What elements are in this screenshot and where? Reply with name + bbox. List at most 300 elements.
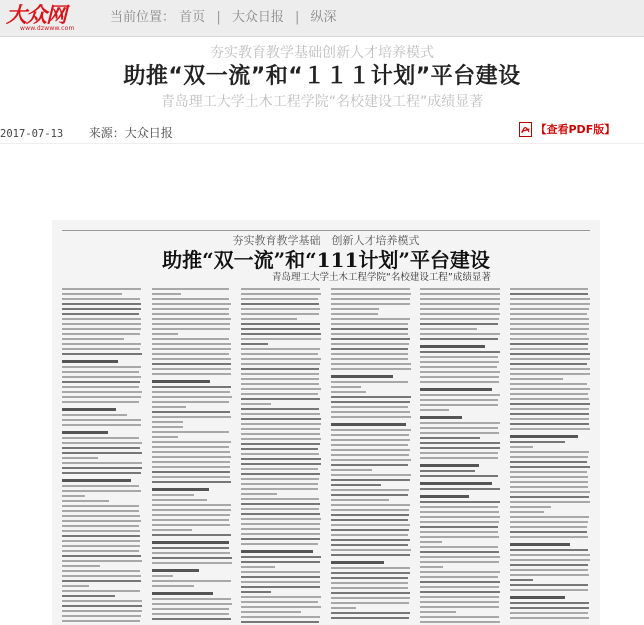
scan-text-line	[241, 323, 320, 325]
scan-text-line	[331, 381, 408, 383]
scan-text-line	[241, 581, 319, 583]
scan-text-line	[62, 419, 141, 421]
scan-text-line	[331, 338, 410, 340]
scan-text-line	[152, 421, 183, 423]
scan-text-line	[241, 576, 320, 578]
scan-text-line	[420, 551, 499, 553]
scan-text-line	[62, 442, 142, 444]
scan-text-line	[420, 356, 498, 358]
scan-text-line	[420, 447, 499, 449]
scan-text-line	[62, 600, 142, 602]
scan-text-line	[62, 386, 139, 388]
scan-text-line	[331, 386, 361, 388]
scan-text-line	[420, 571, 499, 573]
scan-text-line	[241, 428, 320, 430]
scan-text-line	[241, 313, 319, 315]
scan-text-line	[331, 474, 411, 476]
scan-text-line	[510, 481, 588, 483]
scan-text-line	[331, 323, 408, 325]
view-pdf-link[interactable]	[519, 121, 615, 137]
scan-text-line	[331, 464, 409, 466]
scan-text-line	[510, 471, 587, 473]
scan-text-line	[420, 531, 497, 533]
scan-text-line	[510, 333, 587, 335]
scan-text-line	[62, 550, 139, 552]
scan-text-line	[510, 486, 588, 488]
scan-column	[420, 288, 500, 625]
scan-text-line	[510, 288, 588, 290]
scan-text-line	[510, 521, 588, 523]
scan-text-line	[152, 373, 232, 375]
scan-text-line	[241, 591, 271, 593]
scan-text-line	[62, 525, 139, 527]
article-title: 助推“双一流”和“１１１计划”平台建设	[123, 64, 521, 89]
scan-text-line	[152, 598, 231, 600]
scan-text-line	[152, 519, 230, 521]
scan-text-line	[62, 515, 140, 517]
scan-column	[510, 288, 590, 625]
scan-text-line	[420, 308, 498, 310]
scan-text-line	[241, 373, 318, 375]
divider	[0, 143, 644, 144]
scan-text-line	[510, 531, 587, 533]
scan-text-line	[241, 533, 320, 535]
scan-text-line	[331, 459, 411, 461]
scan-text-line	[241, 538, 320, 540]
scan-text-line	[152, 471, 230, 473]
scan-text-line	[510, 536, 588, 538]
scan-text-line	[420, 596, 499, 598]
scan-text-line	[331, 612, 411, 614]
scan-text-line	[510, 323, 589, 325]
scan-text-line	[241, 453, 318, 455]
scan-text-line	[62, 490, 141, 492]
scan-text-line	[510, 368, 590, 370]
scan-text-line	[331, 363, 411, 365]
scan-top-rule	[62, 230, 590, 231]
scan-text-line	[420, 561, 498, 563]
logo-url: www.dzwww.com	[20, 25, 75, 32]
scan-text-line	[152, 343, 232, 345]
scan-text-line	[62, 328, 141, 330]
breadcrumb-home-link[interactable]: 首页	[179, 10, 206, 25]
scan-text-line	[241, 468, 318, 470]
scan-text-line	[331, 328, 408, 330]
scan-text-line	[420, 591, 500, 593]
scan-text-line	[510, 418, 589, 420]
scan-text-line	[241, 348, 319, 350]
scan-text-line	[241, 488, 318, 490]
article-subtitle: 青岛理工大学土木工程学院“名校建设工程”成绩显著	[160, 94, 484, 110]
scan-text-line	[62, 381, 140, 383]
scan-text-line	[152, 363, 231, 365]
scan-text-line	[510, 348, 588, 350]
site-header	[0, 0, 644, 37]
scan-text-line	[152, 466, 231, 468]
scan-text-line	[510, 398, 589, 400]
scan-text-line	[152, 323, 231, 325]
scan-text-line	[152, 529, 192, 531]
scan-text-line	[331, 391, 366, 393]
scan-text-line	[331, 353, 408, 355]
scan-text-line	[62, 298, 140, 300]
scan-text-line	[331, 499, 389, 501]
scan-text-line	[420, 541, 441, 543]
scan-text-line	[510, 612, 588, 614]
scan-text-line	[152, 386, 232, 388]
scan-column-heading	[510, 596, 565, 599]
scan-text-line	[420, 371, 500, 373]
scan-text-line	[241, 338, 321, 340]
scan-text-line	[420, 333, 499, 335]
scan-text-line	[152, 476, 231, 478]
scan-text-line	[152, 552, 231, 554]
scan-text-line	[152, 456, 231, 458]
scan-text-line	[62, 580, 141, 582]
pdf-icon	[519, 122, 532, 137]
scan-text-line	[331, 293, 411, 295]
scan-text-line	[331, 434, 409, 436]
scan-text-line	[420, 427, 498, 429]
scan-text-line	[420, 526, 498, 528]
scan-text-line	[152, 431, 229, 433]
scan-text-line	[62, 505, 139, 507]
scan-column-heading	[510, 543, 570, 546]
scan-text-line	[62, 510, 139, 512]
scan-text-line	[420, 606, 499, 608]
scan-text-line	[62, 530, 140, 532]
scan-text-line	[152, 303, 232, 305]
scan-text-line	[62, 343, 141, 345]
scan-text-line	[241, 423, 321, 425]
scan-text-line	[241, 298, 318, 300]
scan-text-line	[241, 513, 319, 515]
scan-text-line	[241, 408, 318, 410]
scan-text-line	[62, 371, 139, 373]
scan-text-line	[62, 318, 141, 320]
scan-text-line	[62, 500, 109, 502]
scan-text-line	[420, 313, 500, 315]
scan-text-line	[62, 437, 139, 439]
scan-text-line	[331, 333, 409, 335]
scan-text-line	[331, 484, 382, 486]
scan-text-line	[152, 426, 184, 428]
newspaper-scan-image	[52, 220, 600, 625]
scan-text-line	[510, 303, 590, 305]
scan-text-line	[331, 509, 409, 511]
scan-text-line	[62, 353, 142, 355]
scan-text-line	[510, 602, 589, 604]
scan-text-line	[420, 521, 499, 523]
logo-text: 大众网	[6, 2, 66, 27]
scan-text-columns	[62, 288, 590, 625]
scan-text-line	[510, 559, 590, 561]
scan-text-line	[420, 566, 443, 568]
scan-text-line	[331, 469, 372, 471]
scan-text-line	[62, 545, 140, 547]
scan-column-heading	[152, 541, 229, 544]
scan-text-line	[241, 473, 320, 475]
scan-text-line	[510, 358, 590, 360]
scan-text-line	[152, 298, 229, 300]
scan-column-heading	[62, 408, 116, 411]
scan-text-line	[331, 504, 410, 506]
scan-text-line	[331, 343, 409, 345]
scan-text-line	[62, 348, 140, 350]
scan-text-line	[420, 351, 499, 353]
scan-text-line	[241, 413, 319, 415]
scan-text-line	[331, 406, 408, 408]
scan-text-line	[241, 483, 318, 485]
scan-text-line	[241, 328, 320, 330]
scan-text-line	[420, 323, 498, 325]
scan-text-line	[152, 481, 231, 483]
scan-text-line	[152, 524, 230, 526]
scan-text-line	[62, 560, 142, 562]
scan-text-line	[331, 582, 408, 584]
scan-column	[62, 288, 142, 625]
scan-text-line	[241, 448, 318, 450]
scan-text-line	[152, 401, 230, 403]
scan-text-line	[510, 456, 588, 458]
scan-text-line	[152, 608, 230, 610]
scan-text-line	[241, 586, 320, 588]
scan-text-line	[331, 416, 411, 418]
scan-text-line	[331, 592, 410, 594]
scan-text-line	[241, 463, 321, 465]
scan-text-line	[62, 462, 142, 464]
scan-column	[241, 288, 321, 625]
scan-text-line	[62, 288, 141, 290]
scan-text-line	[62, 338, 124, 340]
scan-text-line	[331, 617, 409, 619]
scan-text-line	[62, 452, 142, 454]
scan-text-line	[510, 461, 587, 463]
breadcrumb-separator: |	[216, 10, 221, 25]
breadcrumb-prefix: 当前位置：	[110, 10, 176, 25]
scan-text-line	[152, 313, 230, 315]
scan-text-line	[510, 393, 588, 395]
scan-text-line	[420, 376, 499, 378]
scan-text-line	[420, 318, 498, 320]
scan-text-line	[420, 394, 500, 396]
scan-text-line	[62, 447, 140, 449]
article-date: 2017-07-13	[0, 128, 64, 140]
scan-text-line	[510, 564, 588, 566]
scan-text-line	[241, 503, 320, 505]
article-source: 大众日报	[124, 126, 173, 140]
scan-text-line	[62, 472, 141, 474]
scan-text-line	[241, 611, 301, 613]
scan-column-heading	[420, 416, 461, 419]
scan-text-line	[510, 403, 590, 405]
scan-text-line	[331, 288, 410, 290]
scan-text-line	[420, 611, 456, 613]
scan-text-line	[420, 475, 497, 477]
scan-text-line	[331, 348, 408, 350]
scan-text-line	[152, 338, 229, 340]
scan-text-line	[152, 603, 232, 605]
scan-text-line	[241, 288, 320, 290]
scan-text-line	[420, 409, 449, 411]
scan-title: 助推“双一流”和“111计划”平台建设	[162, 248, 490, 272]
scan-text-line	[152, 547, 229, 549]
scan-text-line	[331, 449, 410, 451]
pdf-open-bracket: 【	[535, 123, 547, 136]
scan-text-line	[510, 313, 587, 315]
scan-text-line	[510, 584, 588, 586]
scan-text-line	[510, 476, 588, 478]
scan-text-line	[510, 428, 590, 430]
scan-text-line	[510, 501, 590, 503]
scan-column	[152, 288, 232, 625]
scan-text-line	[241, 303, 319, 305]
scan-column-heading	[241, 550, 313, 553]
scan-text-line	[331, 358, 409, 360]
scan-text-line	[331, 577, 408, 579]
scan-column-heading	[152, 569, 199, 572]
scan-text-line	[152, 451, 230, 453]
scan-text-line	[331, 587, 409, 589]
scan-text-line	[420, 293, 500, 295]
breadcrumb	[110, 10, 337, 26]
scan-text-line	[420, 536, 499, 538]
article-source-label: 来源：	[88, 126, 125, 140]
scan-text-line	[510, 526, 587, 528]
scan-text-line	[331, 411, 410, 413]
scan-column-heading	[331, 375, 393, 378]
scan-text-line	[331, 607, 356, 609]
scan-text-line	[331, 597, 410, 599]
scan-text-line	[331, 454, 409, 456]
scan-text-line	[331, 554, 410, 556]
scan-text-line	[331, 519, 409, 521]
scan-text-line	[241, 543, 318, 545]
scan-text-line	[420, 506, 497, 508]
scan-text-line	[62, 590, 140, 592]
scan-text-line	[152, 441, 231, 443]
scan-text-line	[62, 467, 142, 469]
scan-column-heading	[62, 360, 118, 363]
scan-text-line	[510, 408, 589, 410]
scan-text-line	[510, 353, 590, 355]
scan-text-line	[510, 549, 588, 551]
scan-text-line	[420, 298, 499, 300]
scan-text-line	[331, 567, 410, 569]
scan-text-line	[331, 529, 409, 531]
scan-text-line	[510, 383, 587, 385]
breadcrumb-zongshen-link[interactable]: 纵深	[310, 10, 337, 25]
scan-text-line	[241, 606, 321, 608]
scan-text-line	[420, 366, 497, 368]
scan-text-line	[420, 616, 498, 618]
scan-text-line	[420, 381, 499, 383]
scan-text-line	[510, 617, 589, 619]
scan-text-line	[241, 528, 320, 530]
breadcrumb-dazhong-link[interactable]: 大众日报	[231, 10, 284, 25]
scan-column-heading	[420, 388, 492, 391]
scan-text-line	[241, 518, 320, 520]
scan-column-heading	[331, 423, 407, 426]
scan-text-line	[62, 605, 142, 607]
scan-text-line	[331, 298, 411, 300]
scan-text-line	[62, 520, 141, 522]
scan-text-line	[241, 368, 319, 370]
scan-text-line	[510, 466, 590, 468]
scan-text-line	[420, 457, 498, 459]
scan-text-line	[420, 516, 499, 518]
scan-text-line	[331, 318, 411, 320]
scan-text-line	[152, 288, 229, 290]
scan-text-line	[62, 323, 141, 325]
scan-text-line	[420, 511, 499, 513]
scan-text-line	[241, 566, 275, 568]
scan-text-line	[241, 383, 318, 385]
scan-text-line	[510, 343, 588, 345]
scan-text-line	[152, 461, 231, 463]
scan-text-line	[331, 539, 410, 541]
scan-text-line	[62, 424, 141, 426]
scan-text-line	[152, 534, 231, 536]
scan-text-line	[510, 506, 551, 508]
scan-text-line	[510, 511, 544, 513]
scan-text-line	[241, 308, 320, 310]
article-header	[0, 44, 644, 112]
scan-text-line	[241, 358, 321, 360]
scan-text-line	[241, 498, 319, 500]
scan-text-line	[241, 458, 321, 460]
scan-text-line	[241, 333, 320, 335]
scan-text-line	[510, 363, 587, 365]
scan-text-line	[152, 494, 194, 496]
scan-text-line	[420, 621, 500, 623]
scan-text-line	[62, 535, 140, 537]
scan-text-line	[510, 373, 590, 375]
scan-text-line	[62, 293, 122, 295]
site-logo[interactable]	[6, 4, 96, 32]
scan-text-line	[510, 589, 588, 591]
scan-text-line	[420, 422, 499, 424]
scan-text-line	[420, 338, 498, 340]
pdf-link-label[interactable]: 查看PDF版	[546, 123, 605, 136]
scan-text-line	[510, 569, 588, 571]
scan-column-heading	[152, 488, 209, 491]
scan-text-line	[331, 368, 411, 370]
scan-text-line	[241, 523, 319, 525]
scan-text-line	[420, 581, 499, 583]
scan-text-line	[152, 396, 232, 398]
scan-column-heading	[420, 345, 484, 348]
scan-column-heading	[510, 435, 578, 438]
scan-text-line	[62, 495, 85, 497]
scan-text-line	[62, 401, 139, 403]
scan-text-line	[420, 556, 500, 558]
scan-column-heading	[152, 592, 213, 595]
scan-text-line	[152, 391, 230, 393]
scan-text-line	[420, 576, 498, 578]
scan-text-line	[152, 562, 232, 564]
scan-text-line	[241, 621, 318, 623]
scan-subtitle: 青岛理工大学土木工程学院“名校建设工程”成绩显著	[272, 272, 491, 283]
scan-text-line	[510, 413, 589, 415]
scan-text-line	[152, 557, 232, 559]
scan-text-line	[152, 358, 232, 360]
scan-text-line	[152, 308, 230, 310]
scan-text-line	[420, 328, 476, 330]
scan-column-heading	[62, 431, 108, 434]
scan-column-heading	[62, 479, 131, 482]
scan-text-line	[62, 615, 141, 617]
